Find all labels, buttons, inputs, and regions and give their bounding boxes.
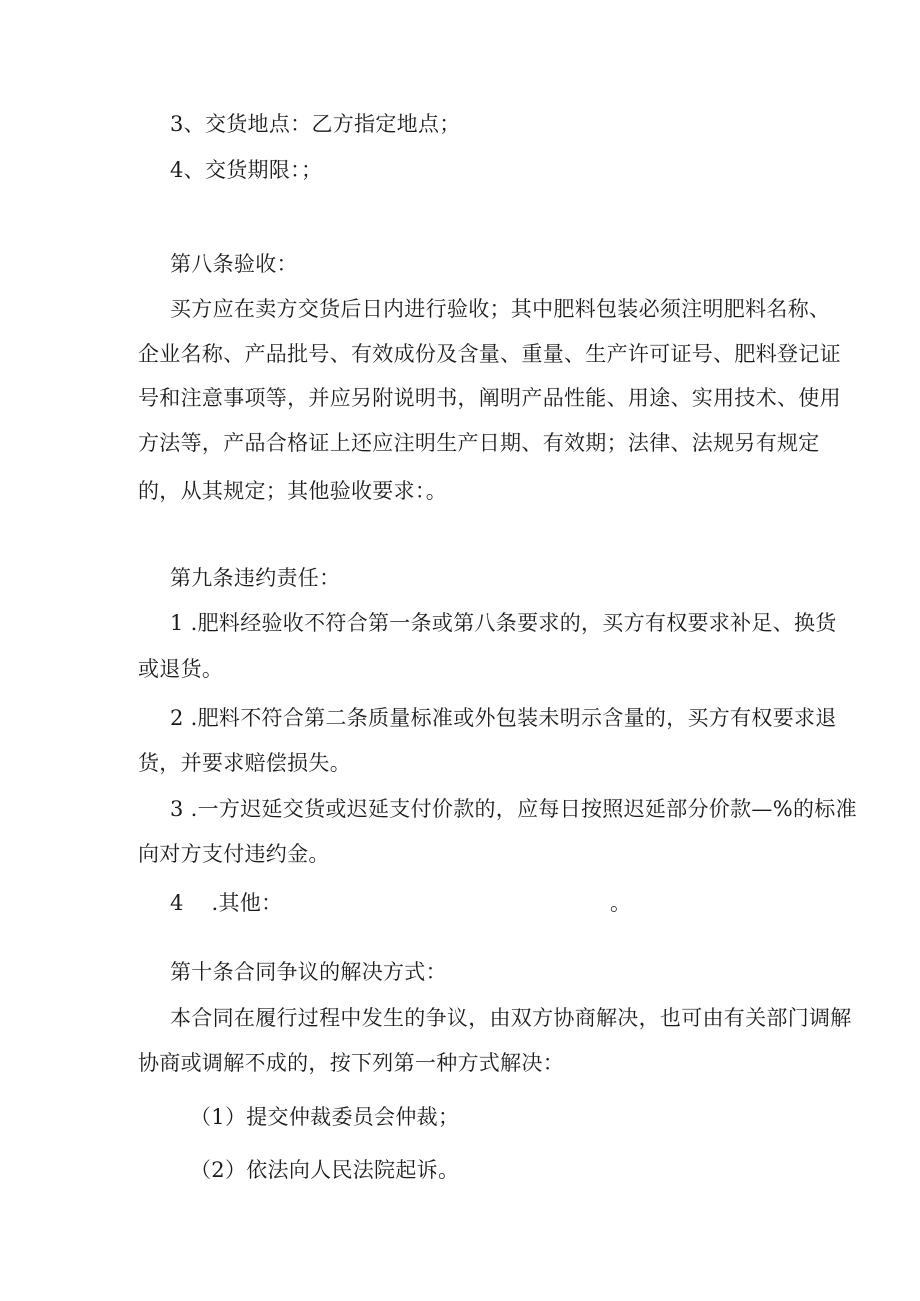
article-9-item-4: 4 .其他： <box>170 891 283 915</box>
article-9-item-3-cont: 向对方支付违约金。 <box>138 842 330 866</box>
article-9-title: 第九条违约责任： <box>170 566 341 590</box>
article-8-title: 第八条验收： <box>170 252 298 276</box>
article-8-text-line: 买方应在卖方交货后日内进行验收；其中肥料包装必须注明肥料名称、 <box>170 297 831 321</box>
article-8-text-line: 企业名称、产品批号、有效成份及含量、重量、生产许可证号、肥料登记证 <box>138 342 841 366</box>
article-10-option-litigation: （2）依法向人民法院起诉。 <box>190 1158 460 1182</box>
article-10-title: 第十条合同争议的解决方式： <box>170 960 447 984</box>
delivery-term-clause: 4、交货期限：； <box>170 158 323 182</box>
article-10-option-arbitration: （1）提交仲裁委员会仲裁； <box>190 1105 460 1129</box>
article-8-text-line: 的，从其规定；其他验收要求：。 <box>138 479 447 503</box>
article-9-item-4-period: 。 <box>610 891 632 915</box>
article-9-item-1: 1 .肥料经验收不符合第一条或第八条要求的，买方有权要求补足、换货 <box>170 611 837 635</box>
article-9-item-3: 3 .一方迟延交货或迟延支付价款的，应每日按照迟延部分价款—%的标准 <box>170 797 857 821</box>
article-9-item-1-cont: 或退货。 <box>138 657 224 681</box>
article-10-text-line: 协商或调解不成的，按下列第一种方式解决： <box>138 1051 564 1075</box>
article-8-text-line: 号和注意事项等，并应另附说明书，阐明产品性能、用途、实用技术、使用 <box>138 386 841 410</box>
article-10-text-line: 本合同在履行过程中发生的争议，由双方协商解决，也可由有关部门调解 <box>170 1006 852 1030</box>
article-9-item-2-cont: 货，并要求赔偿损失。 <box>138 751 351 775</box>
delivery-place-clause: 3、交货地点：乙方指定地点； <box>170 112 461 136</box>
article-9-item-2: 2 .肥料不符合第二条质量标准或外包装未明示含量的，买方有权要求退 <box>170 706 837 730</box>
article-8-text-line: 方法等，产品合格证上还应注明生产日期、有效期；法律、法规另有规定 <box>138 431 820 455</box>
